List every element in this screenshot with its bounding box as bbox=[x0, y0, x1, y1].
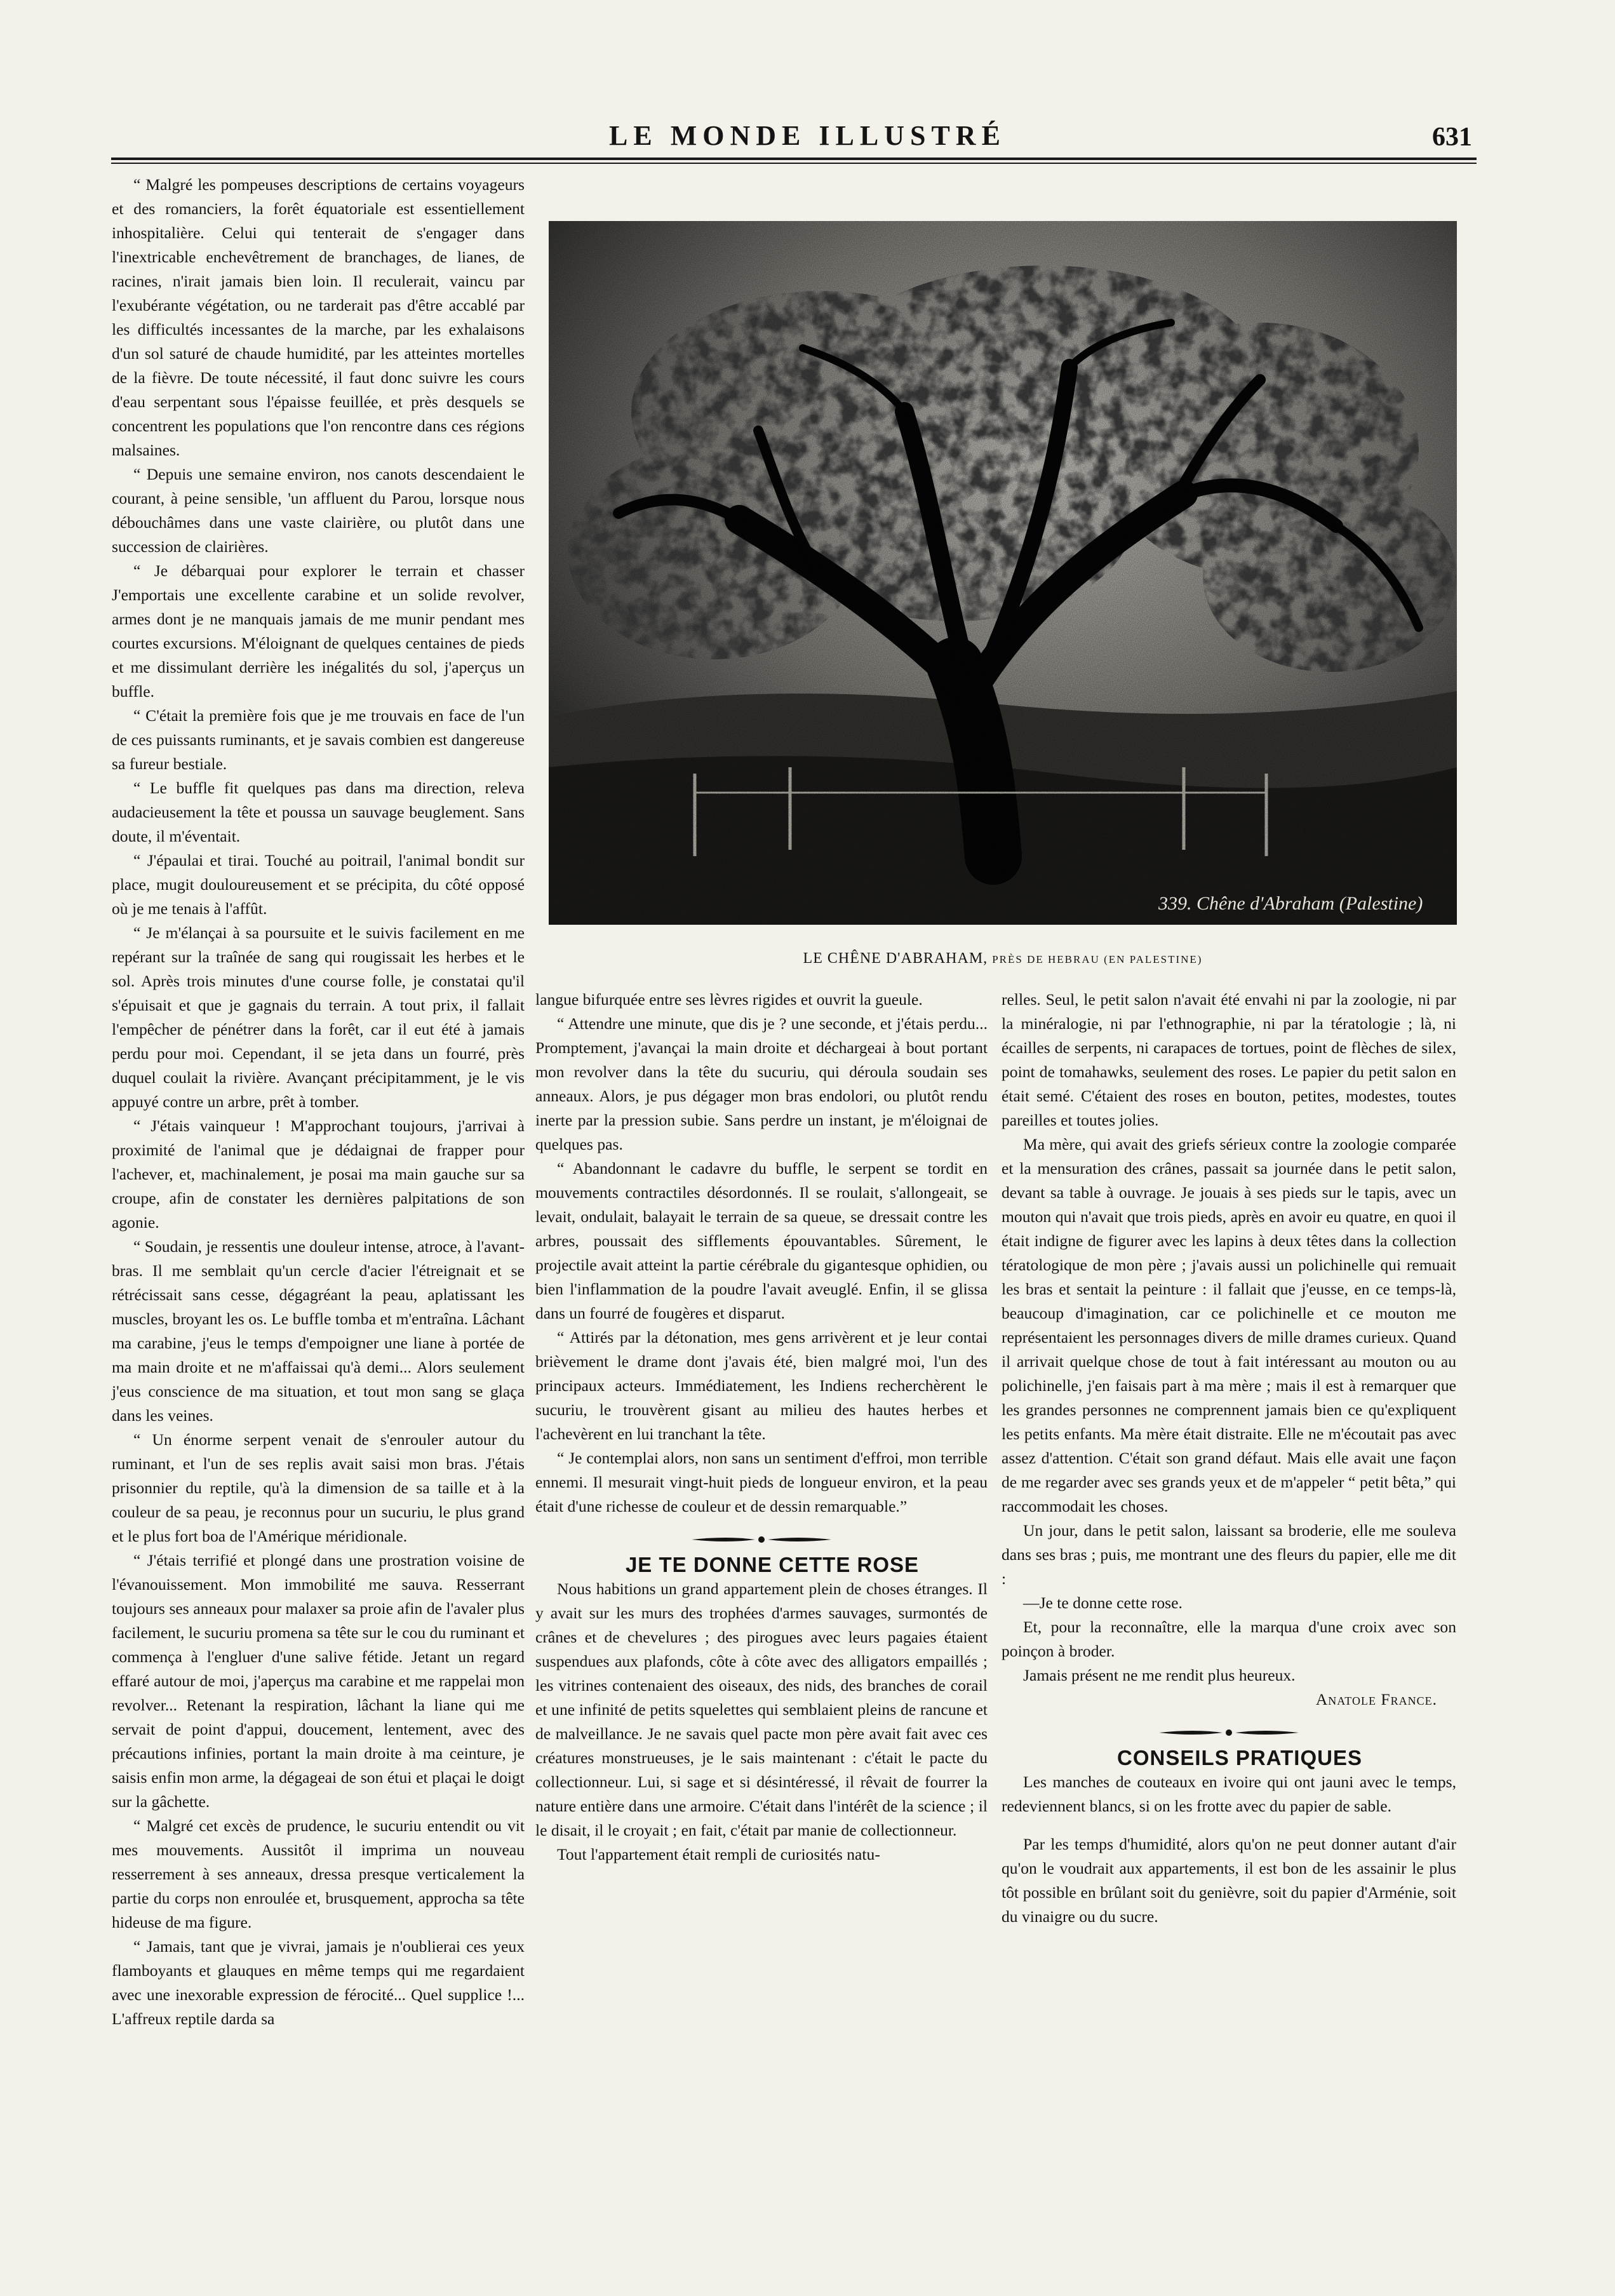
caption-main: LE CHÊNE D'ABRAHAM, bbox=[803, 950, 988, 967]
article-column-1 bbox=[112, 173, 525, 2031]
article-column-3 bbox=[1002, 988, 1456, 1929]
paragraph: “ J'étais vainqueur ! M'approchant toujours, j'arrivai à proximité de l'animal que je dédaignai de frapper pour l'achever, et, machinalement, je posai ma main gauche sur sa croupe, afin de constater les dernières palpitations de son agonie. bbox=[112, 1117, 525, 1232]
paragraph: “ Soudain, je ressentis une douleur intense, atroce, à l'avant-bras. Il me semblait qu'un cercle d'acier l'étreignait et se rétrécissait sans cesse, dégagréant la peau, aplatissant les muscles, broyant les os. Le buffle tomba et m'entraîna. Lâchant ma carabine, j'eus le temps d'empoigner une liane à portée de ma main droite et ne m'affaissai qu'à demi... Alors seulement j'eus conscience de ma situation, et tout mon sang se glaça dans les veines. bbox=[112, 1237, 525, 1425]
paragraph: “ Le buffle fit quelques pas dans ma direction, releva audacieusement la tête et poussa un sauvage beuglement. Sans doute, il m'éventait. bbox=[112, 779, 525, 845]
header-rule-thin bbox=[111, 163, 1477, 164]
paragraph: “ Je débarquai pour explorer le terrain et chasser J'emportais une excellente carabine et un solide revolver, armes dont je ne manquais jamais de me munir pendant mes courtes excursions. M'éloignant de quelques centaines de pieds et me dissimulant derrière les inégalités du sol, j'aperçus un buffle. bbox=[112, 561, 525, 701]
paragraph: “ J'étais terrifié et plongé dans une prostration voisine de l'évanouissement. Mon immobilité me sauva. Resserrant toujours ses anneaux pour malaxer sa proie afin de l'avaler plus facilement, le sucuriu promena sa tête sur le cou du ruminant et commença à l'engluer d'une salive fétide. Jetant un regard effaré autour de moi, j'aperçus ma carabine et me rappelai mon revolver... Retenant la respiration, lâchant la liane qui me servait de point d'appui, doucement, lentement, avec des précautions infinies, portant la main droite à ma ceinture, je saisis enfin mon arme, la dégageai de son étui et plaçai le doigt sur la gâchette. bbox=[112, 1551, 525, 1811]
paragraph-gap bbox=[1002, 1818, 1456, 1832]
paragraph: “ Un énorme serpent venait de s'enrouler autour du ruminant, et l'un de ses replis avait saisi mon bras. J'étais prisonnier du reptile, qu'à la dimension de sa taille et à la couleur de sa peau, je reconnus pour un sucuriu, le plus grand et le plus fort boa de l'Amérique méridionale. bbox=[112, 1430, 525, 1545]
paragraph: “ Malgré cet excès de prudence, le sucuriu entendit ou vit mes mouvements. Aussitôt il imprima un nouveau resserrement à ses anneaux, dressa presque verticalement la partie du corps non enroulée et, brusquement, approcha sa tête hideuse de ma figure. bbox=[112, 1816, 525, 1931]
article-title-conseils: CONSEILS PRATIQUES bbox=[1117, 1746, 1362, 1769]
paragraph: Par les temps d'humidité, alors qu'on ne peut donner autant d'air qu'on le voudrait aux appartements, il est bon de les assainir le plus tôt possible en brûlant soit du genièvre, soit du papier d'Arménie, soit du vinaigre ou du sucre. bbox=[1002, 1835, 1456, 1926]
paragraph: Un jour, dans le petit salon, laissant sa broderie, elle me souleva dans ses bras ; puis, me montrant une des fleurs du papier, elle me dit : bbox=[1002, 1521, 1456, 1588]
author-signature: Anatole France. bbox=[1315, 1690, 1437, 1709]
paragraph: “ Depuis une semaine environ, nos canots descendaient le courant, à peine sensible, 'un affluent du Parou, lorsque nous débouchâmes dans une vaste clairière, ou plutôt dans une succession de clairières. bbox=[112, 465, 525, 556]
paragraph: “ Attendre une minute, que dis je ? une seconde, et j'étais perdu... Promptement, j'avançai la main droite et déchargeai à bout portant mon revolver dans la tête du sucuriu, qui déroula soudain ses anneaux. Alors, je pus dégager mon bras endolori, ou plutôt rendu inerte par la pression subie. Sans perdre un instant, je m'éloignai de quelques pas. bbox=[535, 1014, 988, 1153]
paragraph: Et, pour la reconnaître, elle la marqua d'une croix avec son poinçon à broder. bbox=[1002, 1618, 1456, 1660]
oak-tree-photograph bbox=[549, 221, 1457, 925]
paragraph: —Je te donne cette rose. bbox=[1023, 1594, 1183, 1612]
article-column-2 bbox=[535, 988, 988, 1867]
masthead: LE MONDE ILLUSTRÉ bbox=[609, 120, 1006, 151]
paragraph: “ Attirés par la détonation, mes gens arrivèrent et je leur contai brièvement le drame dont j'avais été, bien malgré moi, l'un des principaux acteurs. Immédiatement, les Indiens recherchèrent le sucuriu, le trouvèrent gisant au milieu des hautes herbes et l'achevèrent en lui tranchant la tête. bbox=[535, 1328, 988, 1443]
caption-location: PRÈS DE HEBRAU (EN PALESTINE) bbox=[992, 953, 1203, 965]
paragraph: “ Je contemplai alors, non sans un sentiment d'effroi, mon terrible ennemi. Il mesurait vingt-huit pieds de longueur environ, et la peau était d'une richesse de couleur et de dessin remarquable.” bbox=[535, 1449, 988, 1515]
paragraph: relles. Seul, le petit salon n'avait été envahi ni par la zoologie, ni par la minéralogie, ni par l'ethnographie, ni par la tératologie ; là, ni écailles de serpents, ni carapaces de tortues, point de flèches de silex, point de tomahawks, seulement des roses. Le papier du petit salon en était semé. C'étaient des roses en bouton, petites, modestes, toutes pareilles et toutes jolies. bbox=[1002, 990, 1456, 1129]
paragraph: “ Je m'élançai à sa poursuite et le suivis facilement en me repérant sur la traînée de sang qui rougissait les herbes et le sol. Après trois minutes d'une course folle, je constatai qu'il s'épuisait et que je gagnais du terrain. A tout prix, il fallait l'empêcher de pénétrer dans la forêt, car il eut été à jamais perdu pour moi. Cependant, il se jeta dans un fourré, près duquel coulait la rivière. Avançant précipitamment, je le vis appuyé contre un arbre, prêt à tomber. bbox=[112, 923, 525, 1111]
paragraph: Ma mère, qui avait des griefs sérieux contre la zoologie comparée et la mensuration des crânes, passait sa journée dans le petit salon, devant sa table à ouvrage. Je jouais à ses pieds sur le tapis, avec un mouton qui n'avait que trois pieds, après en avoir eu quatre, en quoi il était indigne de figurer avec les lapins à deux têtes dans la collection tératologique de mon père ; j'avais aussi un polichinelle qui remuait les bras et sentait la peinture : il fallait que j'eusse, en ce temps-là, beaucoup d'imagination, car ce polichinelle et ce mouton me représentaient les personnages divers de mille drames curieux. Quand il arrivait quelque chose de tout à fait intéressant au mouton ou au polichinelle, j'en faisais part à ma mère ; mais il est à remarquer que les grandes personnes ne comprennent jamais bien ce qu'expliquent les petits enfants. Ma mère était distraite. Elle ne m'écoutait pas avec assez d'attention. C'était son grand défaut. Mais elle avait une façon de me regarder avec ses grands yeux et de m'appeler “ petit bêta,” qui raccommodait les choses. bbox=[1002, 1135, 1456, 1515]
photo-caption bbox=[549, 950, 1457, 967]
paragraph: langue bifurquée entre ses lèvres rigides et ouvrit la gueule. bbox=[535, 990, 923, 1009]
section-divider-ornament bbox=[535, 1529, 988, 1553]
paragraph: “ J'épaulai et tirai. Touché au poitrail, l'animal bondit sur place, mugit douloureusement et se précipita, du côté opposé où je me tenais à l'affût. bbox=[112, 851, 525, 918]
paragraph: Tout l'appartement était rempli de curiosités natu- bbox=[557, 1845, 880, 1863]
paragraph: “ C'était la première fois que je me trouvais en face de l'un de ces puissants ruminants, et je savais combien est dangereuse sa fureur bestiale. bbox=[112, 706, 525, 773]
page-number: 631 bbox=[1432, 123, 1472, 152]
tree-illustration bbox=[549, 221, 1457, 925]
photo-plate-label: 339. Chêne d'Abraham (Palestine) bbox=[1158, 893, 1423, 914]
paragraph: “ Malgré les pompeuses descriptions de certains voyageurs et des romanciers, la forêt équatoriale est essentiellement inhospitalière. Celui qui tenterait de s'engager dans l'inextricable enchevêtrement de branchages, de lianes, de racines, n'irait jamais bien loin. Il reculerait, vaincu par l'exubérante végétation, ou ne tarderait pas d'être accablé par les difficultés incessantes de la marche, par les exhalaisons d'un sol saturé de chaude humidité, par les atteintes mortelles de la fièvre. De toute nécessité, il faut donc suivre les cours d'eau serpentant sous l'épaisse feuillée, et près desquels se concentrent les populations que l'on rencontre dans ces régions malsaines. bbox=[112, 175, 525, 459]
section-divider-ornament bbox=[1002, 1722, 1456, 1746]
article-title-rose: JE TE DONNE CETTE ROSE bbox=[625, 1553, 920, 1576]
paragraph: Nous habitions un grand appartement plein de choses étranges. Il y avait sur les murs des trophées d'armes sauvages, surmontés de crânes et de chevelures ; des pirogues avec leurs pagaies étaient suspendues aux plafonds, côte à côte avec des alligators empaillés ; les vitrines contenaient des oiseaux, des nids, des branches de corail et une infinité de petits squelettes qui semblaient pleins de rancune et de malveillance. Je ne savais quel pacte mon père avait fait avec ces créatures monstrueuses, je le sais maintenant : c'était le pacte du collectionneur. Lui, si sage et si désintéressé, il rêvait de fourrer la nature entière dans une armoire. C'était dans l'intérêt de la science ; il le disait, il le croyait ; en fait, c'était par manie de collectionneur. bbox=[535, 1580, 988, 1839]
paragraph: “ Abandonnant le cadavre du buffle, le serpent se tordit en mouvements contractiles désordonnés. Il se roulait, s'allongeait, se levait, ondulait, balayait le terrain de sa queue, se dressait contre les arbres, poussait des sifflements épouvantables. Sûrement, le projectile avait atteint la partie cérébrale du gigantesque ophidien, ou bien l'inflammation de la poudre l'avait aveuglé. Enfin, il se glissa dans un fourré de fougères et disparut. bbox=[535, 1159, 988, 1322]
paragraph: Jamais présent ne me rendit plus heureux. bbox=[1023, 1666, 1296, 1684]
header-rule bbox=[111, 158, 1477, 160]
paragraph: “ Jamais, tant que je vivrai, jamais je n'oublierai ces yeux flamboyants et glauques en même temps qui me regardaient avec une inexorable expression de férocité... Quel supplice !... L'affreux reptile darda sa bbox=[112, 1937, 525, 2028]
paragraph: Les manches de couteaux en ivoire qui ont jauni avec le temps, redeviennent blancs, si on les frotte avec du papier de sable. bbox=[1002, 1773, 1456, 1815]
